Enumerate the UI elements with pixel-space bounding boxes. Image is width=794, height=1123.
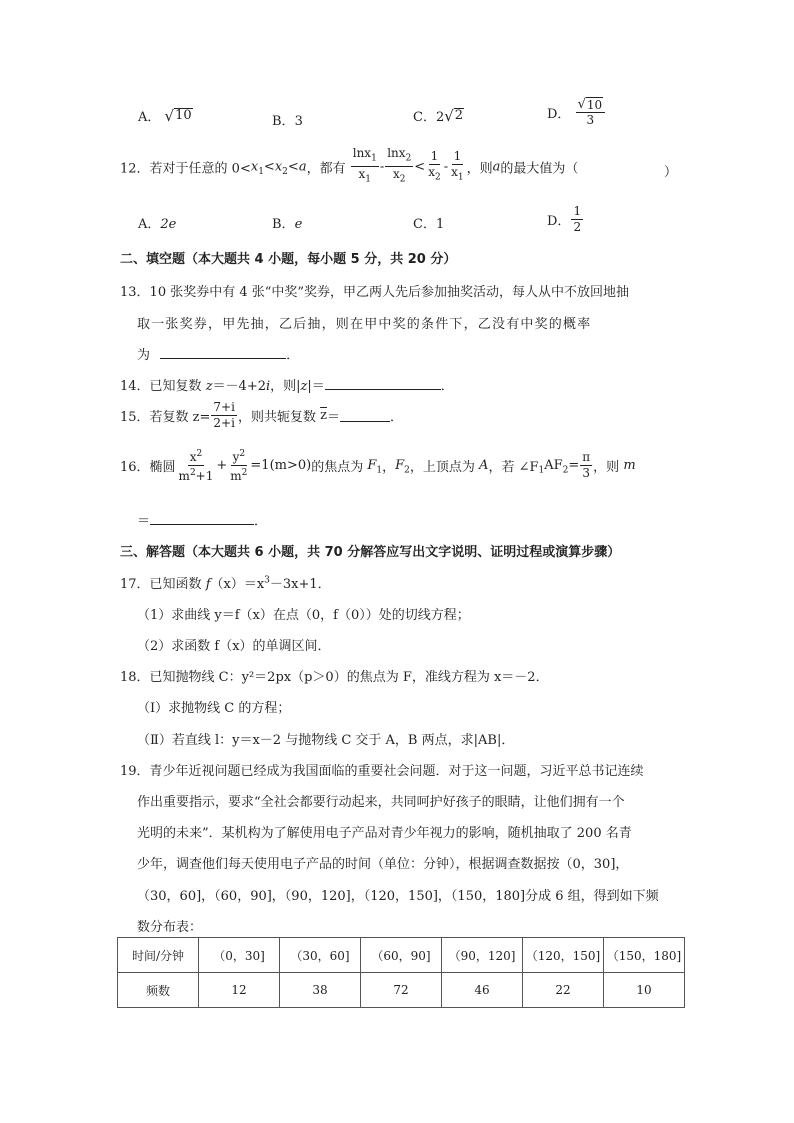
q18-part2: （Ⅱ）若直线 l：y＝x－2 与抛物线 C 交于 A，B 两点，求|AB|． bbox=[137, 733, 515, 748]
table-cell: 时间/分钟 bbox=[118, 938, 199, 973]
table-cell: （60，90] bbox=[361, 938, 442, 973]
q16-line2 bbox=[137, 510, 267, 529]
option-letter: B． bbox=[272, 114, 295, 129]
answer-blank[interactable] bbox=[340, 409, 390, 422]
table-cell: （30，60] bbox=[280, 938, 361, 973]
numerator: π bbox=[582, 450, 591, 464]
numerator: 7+i bbox=[213, 400, 235, 414]
fraction-1-x1: $\frac{1}{x_1}$ bbox=[451, 148, 464, 183]
option-text: 1 bbox=[435, 217, 445, 232]
minus: - bbox=[443, 159, 449, 175]
q12-option-b bbox=[272, 213, 302, 232]
var-zbar: $\overline{z}$ bbox=[320, 408, 327, 423]
denominator: m bbox=[230, 469, 242, 483]
q19-line: 数分布表： bbox=[137, 920, 203, 935]
denominator-tail: +1 bbox=[195, 469, 214, 483]
option-text: e bbox=[294, 217, 303, 232]
q11-option-d bbox=[547, 97, 606, 128]
denominator: m bbox=[178, 469, 190, 483]
q19-line: 少年，调查他们每天使用电子产品的时间（单位：分钟），根据调查数据按（0，30]， bbox=[137, 857, 629, 872]
option-letter: C． bbox=[413, 110, 436, 125]
stem-text: ＝ bbox=[326, 410, 340, 425]
stem-text: |＝ bbox=[307, 379, 325, 394]
q14 bbox=[120, 375, 454, 394]
fraction bbox=[211, 400, 237, 431]
denominator: 2+i bbox=[213, 416, 235, 430]
numerator: x bbox=[189, 450, 197, 464]
less-than: < bbox=[263, 159, 275, 175]
stem-text: ，则| bbox=[270, 379, 301, 394]
denominator: x bbox=[393, 167, 400, 182]
stem-text: ，则 bbox=[466, 161, 493, 177]
table-cell: 38 bbox=[280, 973, 361, 1008]
q12-option-c bbox=[413, 213, 444, 232]
var-f: f bbox=[205, 577, 211, 592]
stem-text: ＝－4+2 bbox=[212, 379, 266, 394]
option-letter: A． bbox=[138, 110, 161, 125]
stem-text: ，上顶点为 bbox=[409, 460, 480, 475]
table-row bbox=[118, 973, 685, 1008]
table-cell: 46 bbox=[442, 973, 523, 1008]
stem-text: ． bbox=[389, 410, 403, 425]
denominator: 3 bbox=[582, 466, 591, 480]
q17-part1: （1）求曲线 y＝f（x）在点（0，f（0））处的切线方程； bbox=[137, 608, 470, 623]
stem-text: －3x+1． bbox=[269, 577, 331, 592]
less-than: < bbox=[287, 159, 299, 175]
option-letter: B． bbox=[272, 217, 295, 232]
q13-line1: 13．10 张奖券中有 4 张“中奖”奖券，甲乙两人先后参加抽奖活动，每人从中不放回地抽 bbox=[120, 285, 630, 300]
q12-option-a bbox=[138, 213, 176, 232]
denominator: x bbox=[428, 164, 435, 179]
numerator: y bbox=[232, 450, 240, 464]
var-m: m bbox=[623, 458, 636, 473]
sqrt: √ 2 bbox=[444, 107, 464, 125]
answer-blank[interactable] bbox=[325, 377, 441, 390]
sqrt: √ 10 bbox=[164, 107, 192, 125]
option-text: 2e bbox=[160, 217, 177, 232]
var-A: A bbox=[479, 458, 489, 473]
fraction bbox=[571, 204, 583, 235]
q17-stem: 17．已知函数 $f(x)=x^3-3x+1$． bbox=[120, 575, 331, 592]
q19-line: 19．青少年近视问题已经成为我国面临的重要社会问题．对于这一问题，习近平总书记连续 bbox=[120, 764, 644, 779]
stem-text: ，都有 bbox=[306, 161, 346, 177]
numerator: lnx bbox=[352, 146, 372, 160]
frequency-table bbox=[117, 937, 685, 1008]
stem-text: = bbox=[568, 458, 580, 473]
table-header-row bbox=[118, 938, 685, 973]
stem-text: 16．椭圆 bbox=[120, 460, 176, 475]
table-cell: 频数 bbox=[118, 973, 199, 1008]
answer-blank[interactable] bbox=[150, 512, 254, 525]
stem-text: ． bbox=[254, 514, 268, 529]
numerator: 1 bbox=[573, 204, 582, 218]
question-number: 12． bbox=[120, 161, 150, 177]
stem-text: ，则 bbox=[593, 460, 624, 475]
var-z: z bbox=[205, 379, 213, 394]
option-letter: D． bbox=[547, 107, 571, 122]
var-F: F bbox=[367, 458, 377, 473]
q18-part1: （Ⅰ）求抛物线 C 的方程； bbox=[137, 701, 291, 716]
denominator: 3 bbox=[586, 113, 595, 127]
q11-option-c bbox=[413, 106, 464, 125]
table-cell: （150，180] bbox=[604, 938, 685, 973]
q17-part2: （2）求函数 f（x）的单调区间． bbox=[137, 639, 331, 654]
section-heading-fill-in: 二、填空题（本大题共 4 小题，每小题 5 分，共 20 分） bbox=[120, 252, 457, 267]
stem-text: 的最大值为（ bbox=[500, 161, 579, 177]
q12-option-d bbox=[547, 204, 584, 235]
stem-text: 17．已知函数 bbox=[120, 577, 206, 592]
stem-text: （x）＝x bbox=[210, 577, 265, 592]
less-than: < bbox=[414, 159, 426, 175]
minus: - bbox=[379, 159, 385, 175]
var-i: i bbox=[265, 379, 271, 394]
fraction-pi-3 bbox=[580, 450, 592, 481]
stem-text: 15．若复数 z= bbox=[120, 410, 211, 425]
q12-stem: 12．若对于任意的 $0<x_1<x_2<a$，都有 $\frac{\ln x_1}{x_1}$ - $\frac{\ln x_2}{x_2}$ < $\frac{1}{x_2}$ - $\frac{1}{x_1}$ ，则a的最大值为（ bbox=[120, 146, 578, 188]
stem-text: 为 bbox=[137, 348, 151, 363]
stem-text: ． bbox=[286, 348, 300, 363]
q11-option-a bbox=[138, 106, 193, 125]
table-cell: （0，30] bbox=[199, 938, 280, 973]
stem-text: 14．已知复数 bbox=[120, 379, 206, 394]
table-cell: 12 bbox=[199, 973, 280, 1008]
fraction-lnx1: $\frac{\ln x_1}{x_1}$ bbox=[352, 146, 377, 185]
numerator: lnx bbox=[387, 146, 406, 160]
fraction-1-x2: $\frac{1}{x_2}$ bbox=[428, 148, 441, 183]
section-heading-solutions: 三、解答题（本大题共 6 小题，共 70 分解答应写出文字说明、证明过程或演算步骤） bbox=[120, 545, 621, 560]
q19-line: 光明的未来”．某机构为了解使用电子产品对青少年视力的影响，随机抽取了 200 名青 bbox=[137, 826, 632, 841]
denominator: x bbox=[451, 164, 458, 179]
answer-blank[interactable] bbox=[160, 346, 286, 359]
stem-text: ， bbox=[382, 460, 396, 475]
table-cell: （90，120] bbox=[442, 938, 523, 973]
stem-text: =1(m>0) bbox=[250, 458, 312, 473]
q13-line2: 取一张奖券，甲先抽，乙后抽，则在甲中奖的条件下，乙没有中奖的概率 bbox=[137, 317, 592, 332]
option-letter: C． bbox=[413, 217, 436, 232]
option-letter: D． bbox=[547, 214, 571, 229]
stem-text: 若对于任意的 0< bbox=[149, 161, 251, 177]
fraction-x2: $\frac{x^2}{m^2+1}$ bbox=[178, 449, 214, 483]
radicand: 2 bbox=[454, 108, 464, 123]
stem-text: ＝ bbox=[137, 514, 151, 529]
var-F: F bbox=[395, 458, 405, 473]
q18-stem: 18．已知抛物线 C：y²＝2px（p＞0）的焦点为 F，准线方程为 x＝－2． bbox=[120, 670, 549, 685]
stem-text: AF bbox=[544, 458, 563, 473]
stem-text: ． bbox=[440, 379, 454, 394]
var-a: a bbox=[298, 159, 307, 175]
stem-text: ，则共轭复数 bbox=[237, 410, 321, 425]
var-z: z bbox=[300, 379, 308, 394]
q11-option-b bbox=[272, 110, 303, 129]
q19-line: （30，60]，（60，90]，（90，120]，（120，150]，（150，180]分成 6 组，得到如下频 bbox=[137, 889, 659, 904]
coefficient: 2 bbox=[435, 110, 445, 125]
radicand: 10 bbox=[175, 108, 192, 123]
fraction-lnx2: $\frac{\ln x_2}{x_2}$ bbox=[387, 146, 412, 185]
plus: + bbox=[216, 458, 228, 473]
q19-line: 作出重要指示，要求“全社会都要行动起来，共同呵护好孩子的眼睛，让他们拥有一个 bbox=[137, 795, 625, 810]
q13-line3 bbox=[137, 344, 299, 363]
denominator: 2 bbox=[573, 220, 582, 234]
radicand: 10 bbox=[586, 98, 603, 112]
numerator: √ 10 bbox=[576, 97, 606, 113]
q12-answer-bracket-close: ） bbox=[664, 165, 678, 180]
var-x: x bbox=[250, 159, 259, 175]
table-cell: 22 bbox=[523, 973, 604, 1008]
stem-text: ，若 ∠F bbox=[488, 460, 539, 475]
table-cell: 10 bbox=[604, 973, 685, 1008]
option-letter: A． bbox=[138, 217, 161, 232]
table-cell: （120，150] bbox=[523, 938, 604, 973]
table-cell: 72 bbox=[361, 973, 442, 1008]
denominator: x bbox=[358, 167, 366, 182]
fraction-y2: $\frac{y^2}{m^2}$ bbox=[230, 449, 248, 483]
fraction bbox=[576, 97, 606, 128]
option-text: 3 bbox=[294, 114, 303, 129]
q15 bbox=[120, 400, 403, 431]
q16-line1: 16．椭圆 $\frac{x^2}{m^2+1}$ + $\frac{y^2}{m^2}$ =1(m>0)的焦点为 $F_1$，$F_2$，上顶点为 A，若 $\angle F_1AF_2=$ $\frac{\pi}{3}$ ，则 m bbox=[120, 449, 636, 483]
stem-text: 的焦点为 bbox=[311, 460, 368, 475]
